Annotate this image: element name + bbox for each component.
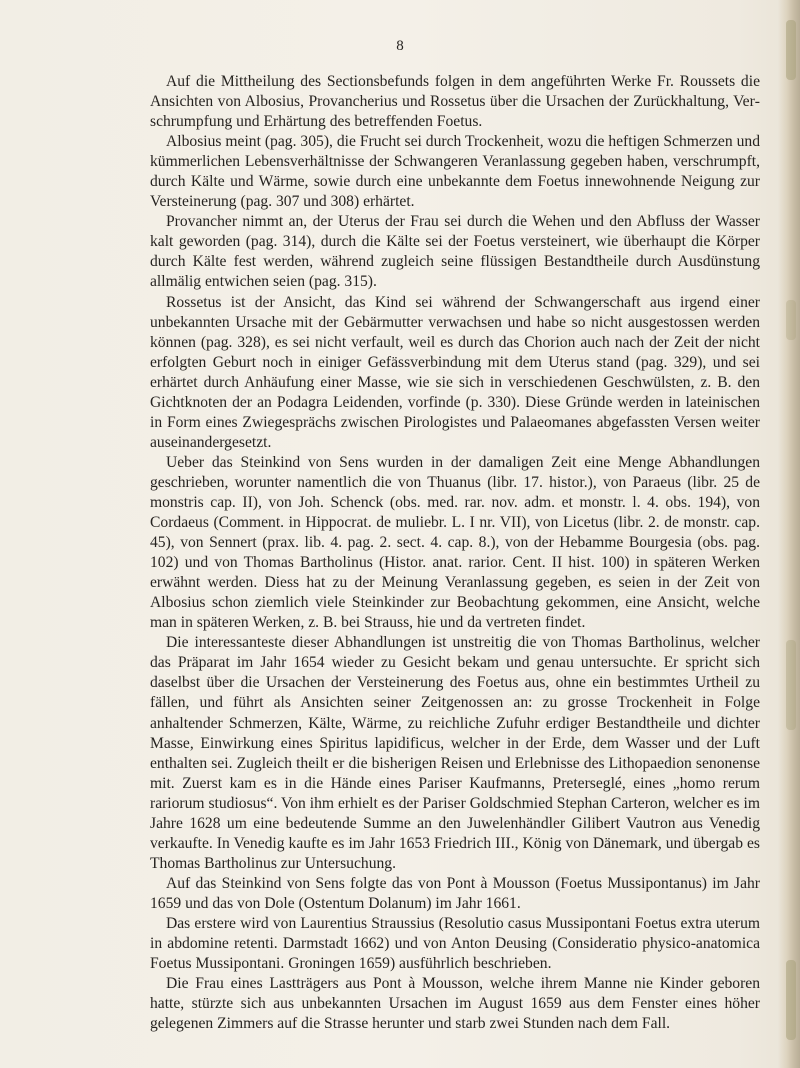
paragraph: Rossetus ist der Ansicht, das Kind sei während der Schwangerschaft aus irgend einer unbekannten Ursache mit der Gebärmutter verwachsen und habe so nicht ausgestossen werden können (pag. 328), es sei nicht verfault, weil es durch das Chorion auch nach der Zeit der nicht erfolgten Geburt noch in einiger Gefässverbindung mit dem Uterus stand (pag. 329), und sei erhärtet durch Anhäufung einer Masse, wie sie sich in verschiedenen Geschwülsten, z. B. den Gichtknoten der an Podagra Leidenden, vorfinde (p. 330). Diese Gründe werden in lateinischen in Form eines Zwiegesprächs zwischen Pirologistes und Palaeomanes abgefassten Versen weiter auseinandergesetzt. xyxy=(150,293,760,451)
paragraph: Albosius meint (pag. 305), die Frucht sei durch Trockenheit, wozu die heftigen Schmerzen und kümmerlichen Lebensverhältnisse der Schwangeren Veranlassung gegeben haben, verschrumpft, durch Kälte und Wärme, sowie durch eine unbekannte dem Foetus innewohnende Neigung zur Versteinerung (pag. 307 und 308) erhärtet. xyxy=(150,133,760,211)
page-edge-shadow xyxy=(778,0,800,1068)
paragraph: Auf die Mittheilung des Sectionsbefunds folgen in dem angeführten Werke Fr. Roussets die Ansichten von Albosius, Provancherius und Rossetus über die Ursachen der Zurückhaltung, Verschrumpfung und Erhärtung des betreffenden Foetus. xyxy=(150,73,760,131)
paragraph: Provancher nimmt an, der Uterus der Frau sei durch die Wehen und den Abfluss der Wasser kalt geworden (pag. 314), durch die Kälte sei der Foetus versteinert, wie überhaupt die Körper durch Kälte fest werden, während zugleich seine flüssigen Bestandtheile durch Ausdünstung allmälig entwichen seien (pag. 315). xyxy=(150,213,760,291)
paragraph: Die interessanteste dieser Abhandlungen ist unstreitig die von Thomas Bartholinus, welcher das Präparat im Jahr 1654 wieder zu Gesicht bekam und genau untersuchte. Er spricht sich daselbst über die Ursachen der Versteinerung des Foetus aus, ohne ein bestimmtes Urtheil zu fällen, und führt als Ansichten seiner Zeitgenossen an: zu grosse Trockenheit in Folge anhaltender Schmerzen, Kälte, Wärme, zu reichliche Zufuhr erdiger Bestandtheile und dichter Masse, Einwirkung eines Spiritus lapidificus, welcher in der Erde, dem Wasser und der Luft enthalten sei. Zugleich theilt er die bisherigen Reisen und Erlebnisse des Lithopaedion senonense mit. Zuerst kam es in die Hände eines Pariser Kaufmanns, Preterseglé, eines „homo rerum rariorum studiosus“. Von ihm erhielt es der Pariser Goldschmied Stephan Carteron, welcher es im Jahre 1628 um eine bedeutende Summe an den Juwelenhändler Gilibert Vautron aus Venedig verkaufte. In Venedig kaufte es im Jahr 1653 Friedrich III., König von Dänemark, und übergab es Thomas Bartholinus zur Untersuchung. xyxy=(150,634,760,872)
page-number: 8 xyxy=(396,38,404,54)
edge-stain xyxy=(786,300,796,340)
edge-stain xyxy=(786,960,796,1040)
paragraph: Die Frau eines Lastträgers aus Pont à Mousson, welche ihrem Manne nie Kinder geboren hatte, stürzte sich aus unbekannten Ursachen im August 1659 aus dem Fenster eines höher gelegenen Zimmers auf die Strasse herunter und starb zwei Stunden nach dem Fall. xyxy=(150,975,760,1033)
body-text xyxy=(150,72,760,1034)
edge-stain xyxy=(786,640,796,730)
paragraph: Das erstere wird von Laurentius Straussius (Resolutio casus Mussipontani Foetus extra uterum in abdomine retenti. Darmstadt 1662) und von Anton Deusing (Consideratio physico-anatomica Foetus Mussipontani. Groningen 1659) ausführlich beschrieben. xyxy=(150,914,760,973)
paragraph: Ueber das Steinkind von Sens wurden in der damaligen Zeit eine Menge Abhandlungen geschrieben, worunter namentlich die von Thuanus (libr. 17. histor.), von Paraeus (libr. 25 de monstris cap. II), von Joh. Schenck (obs. med. rar. nov. adm. et monstr. l. 4. obs. 194), von Cordaeus (Comment. in Hippocrat. de muliebr. L. I nr. VII), von Licetus (libr. 2. de monstr. cap. 45), von Sennert (prax. lib. 4. pag. 2. sect. 4. cap. 8.), von der Hebamme Bourgesia (obs. pag. 102) und von Thomas Bartholinus (Histor. anat. rarior. Cent. II hist. 100) in späteren Werken erwähnt werden. Diess hat zu der Meinung Veranlassung gegeben, es seien in der Zeit von Albosius schon ziemlich viele Steinkinder zur Beobachtung gekommen, eine Ansicht, welche man in späteren Werken, z. B. bei Strauss, hie und da vertreten findet. xyxy=(150,453,760,632)
paragraph: Auf das Steinkind von Sens folgte das von Pont à Mousson (Foetus Mussipontanus) im Jahr 1659 und das von Dole (Ostentum Dolanum) im Jahr 1661. xyxy=(150,874,760,912)
